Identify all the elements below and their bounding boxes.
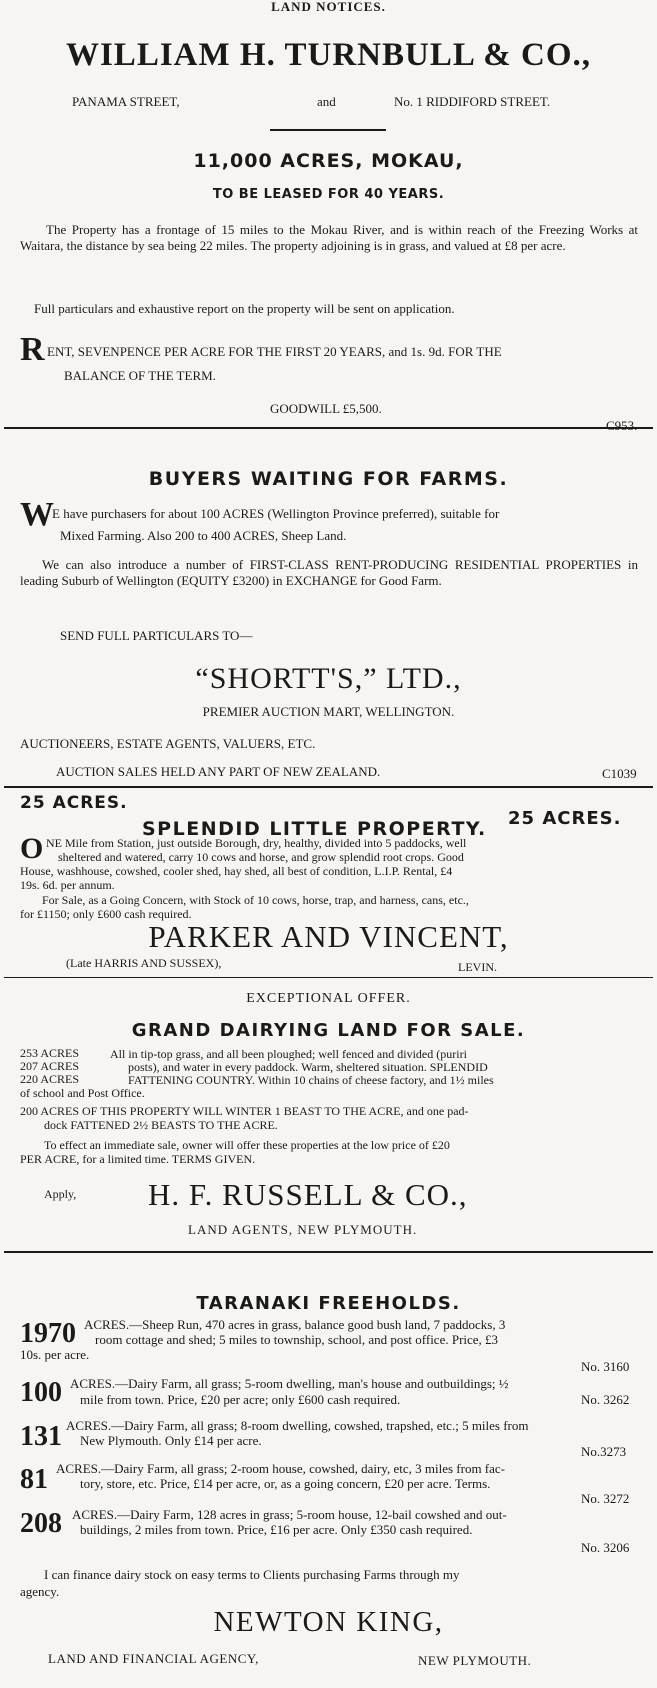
king-finance-line2: agency. (20, 1584, 60, 1599)
acres-item: 207 ACRES (20, 1059, 80, 1073)
parker-town: LEVIN. (458, 960, 497, 974)
king-headline: TARANAKI FREEHOLDS. (196, 1293, 461, 1314)
russell-winter-line1: 200 ACRES OF THIS PROPERTY WILL WINTER 1 BEAST TO THE ACRE, and one pad- (20, 1104, 469, 1118)
turnbull-property-description: The Property has a frontage of 15 miles to the Mokau River, and is within reach of the Freezing Works at Waitara, the distance by sea being 22 miles. The property adjoining is in grass, and valued at £8 per acre. (20, 222, 638, 253)
listing-acres: 100 (20, 1377, 62, 1408)
listing-ref: No. 3206 (581, 1540, 630, 1555)
section-rule (4, 1251, 653, 1253)
russell-agents: LAND AGENTS, NEW PLYMOUTH. (188, 1222, 418, 1237)
listing-acres: 81 (20, 1464, 48, 1495)
listing-line2: New Plymouth. Only £14 per acre. (80, 1433, 262, 1448)
drop-cap: W (20, 496, 54, 533)
listing-line3: 10s. per acre. (20, 1347, 90, 1362)
turnbull-goodwill: GOODWILL £5,500. (270, 401, 382, 416)
turnbull-address-right: No. 1 RIDDIFORD STREET. (394, 94, 551, 109)
king-agency: LAND AND FINANCIAL AGENCY, (48, 1651, 259, 1666)
turnbull-firm-name: WILLIAM H. TURNBULL & CO., (65, 37, 592, 73)
acres-item: 253 ACRES (20, 1046, 80, 1060)
listing-acres: 208 (20, 1508, 62, 1539)
russell-headline: GRAND DAIRYING LAND FOR SALE. (131, 1020, 526, 1041)
listing-line1: ACRES.—Sheep Run, 470 acres in grass, balance good bush land, 7 paddocks, 3 (84, 1317, 506, 1332)
turnbull-headline: 11,000 ACRES, MOKAU, (193, 150, 464, 172)
russell-firm-name: H. F. RUSSELL & CO., (148, 1177, 468, 1212)
shortts-ad-ref: C1039 (602, 766, 637, 781)
section-rule (4, 427, 653, 429)
turnbull-rent-line1: ENT, SEVENPENCE PER ACRE FOR THE FIRST 20 YEARS, and 1s. 9d. FOR THE (47, 344, 502, 359)
king-finance-line1: I can finance dairy stock on easy terms to Clients purchasing Farms through my (44, 1567, 460, 1582)
listing-line1: ACRES.—Dairy Farm, all grass; 8-room dwelling, cowshed, trapshed, etc.; 5 miles from (66, 1418, 529, 1433)
listing-line2: room cottage and shed; 5 miles to township, school, and post office. Price, £3 (95, 1332, 499, 1347)
listing-line2: buildings, 2 miles from town. Price, £16 per acre. Only £350 cash required. (80, 1522, 473, 1537)
listing-line2: mile from town. Price, £20 per acre; only £600 cash required. (80, 1392, 401, 1407)
russell-desc2: posts), and water in every paddock. Warm, sheltered situation. SPLENDID (128, 1060, 488, 1074)
shortts-headline: BUYERS WAITING FOR FARMS. (148, 468, 509, 490)
king-town: NEW PLYMOUTH. (418, 1653, 532, 1668)
shortts-firm-name: “SHORTT'S,” LTD., (195, 662, 462, 695)
listing-ref: No.3273 (581, 1444, 627, 1459)
parker-line3: House, washhouse, cowshed, cooler shed, hay shed, all best of condition, L.I.P. Rental, £4 (20, 864, 453, 878)
listing-ref: No. 3262 (581, 1392, 630, 1407)
parker-headline: SPLENDID LITTLE PROPERTY. (142, 818, 487, 840)
listing-ref: No. 3160 (581, 1359, 630, 1374)
listing-ref: No. 3272 (581, 1491, 630, 1506)
listing-line1: ACRES.—Dairy Farm, all grass; 2-room house, cowshed, dairy, etc, 3 miles from fac- (56, 1461, 506, 1476)
section-rule (4, 786, 653, 788)
listing-line1: ACRES.—Dairy Farm, all grass; 5-room dwelling, man's house and outbuildings; ½ (70, 1376, 509, 1391)
parker-late: (Late HARRIS AND SUSSEX), (66, 956, 222, 970)
russell-desc3: FATTENING COUNTRY. Within 10 chains of cheese factory, and 1½ miles (128, 1073, 494, 1087)
russell-effect-line1: To effect an immediate sale, owner will offer these properties at the low price of £20 (44, 1138, 450, 1152)
parker-line5: For Sale, as a Going Concern, with Stock of 10 cows, horse, trap, and harness, cans, etc., (42, 893, 469, 907)
turnbull-address-left: PANAMA STREET, (72, 94, 180, 109)
parker-acres-right: 25 ACRES. (508, 808, 622, 829)
turnbull-subhead: TO BE LEASED FOR 40 YEARS. (212, 187, 445, 202)
turnbull-rent-line2: BALANCE OF THE TERM. (64, 368, 216, 383)
listing-acres: 131 (20, 1421, 62, 1452)
listing-line2: tory, store, etc. Price, £14 per acre, or, as a going concern, £20 per acre. Terms. (80, 1476, 491, 1491)
parker-firm-name: PARKER AND VINCENT, (148, 919, 509, 954)
shortts-auction-mart: PREMIER AUCTION MART, WELLINGTON. (202, 704, 455, 719)
turnbull-ad-ref: C953. (606, 418, 638, 433)
russell-desc1: All in tip-top grass, and all been ploughed; well fenced and divided (puriri (110, 1047, 467, 1061)
shortts-send-particulars: SEND FULL PARTICULARS TO— (60, 628, 253, 643)
divider (270, 129, 386, 131)
russell-apply: Apply, (44, 1187, 77, 1201)
listing-acres: 1970 (20, 1318, 76, 1349)
acres-item: 220 ACRES (20, 1072, 80, 1086)
russell-kicker: EXCEPTIONAL OFFER. (246, 991, 411, 1006)
drop-cap: O (20, 832, 44, 865)
shortts-line2: Mixed Farming. Also 200 to 400 ACRES, Sheep Land. (60, 528, 347, 543)
parker-line1: NE Mile from Station, just outside Borough, dry, healthy, divided into 5 paddocks, well (46, 836, 467, 850)
russell-acres-list (20, 1047, 79, 1086)
listing-line1: ACRES.—Dairy Farm, 128 acres in grass; 5-room house, 12-bail cowshed and out- (72, 1507, 507, 1522)
russell-effect-line2: PER ACRE, for a limited time. TERMS GIVEN. (20, 1152, 256, 1166)
russell-winter-line2: dock FATTENED 2½ BEASTS TO THE ACRE. (44, 1118, 278, 1132)
parker-line4: 19s. 6d. per annum. (20, 878, 115, 892)
shortts-auction-sales: AUCTION SALES HELD ANY PART OF NEW ZEALAND. (56, 764, 381, 779)
king-firm-name: NEWTON KING, (213, 1606, 444, 1638)
turnbull-address-and: and (317, 94, 336, 109)
parker-line6: for £1150; only £600 cash required. (20, 907, 192, 921)
parker-line2: sheltered and watered, carry 10 cows and horse, and grow splendid root crops. Good (58, 850, 464, 864)
section-rule (4, 977, 653, 978)
drop-cap: R (20, 331, 45, 368)
russell-desc4: of school and Post Office. (20, 1086, 145, 1100)
parker-acres-left: 25 ACRES. (20, 793, 128, 813)
shortts-residential-properties: We can also introduce a number of FIRST-CLASS RENT-PRODUCING RESIDENTIAL PROPERTIES in leading Suburb of Wellington (EQUITY £3200) in EXCHANGE for Good Farm. (20, 557, 638, 588)
shortts-line1: E have purchasers for about 100 ACRES (Wellington Province preferred), suitable for (52, 506, 500, 521)
shortts-roles: AUCTIONEERS, ESTATE AGENTS, VALUERS, ETC. (20, 736, 316, 751)
turnbull-particulars: Full particulars and exhaustive report on the property will be sent on application. (34, 301, 455, 316)
section-title: LAND NOTICES. (271, 0, 386, 14)
